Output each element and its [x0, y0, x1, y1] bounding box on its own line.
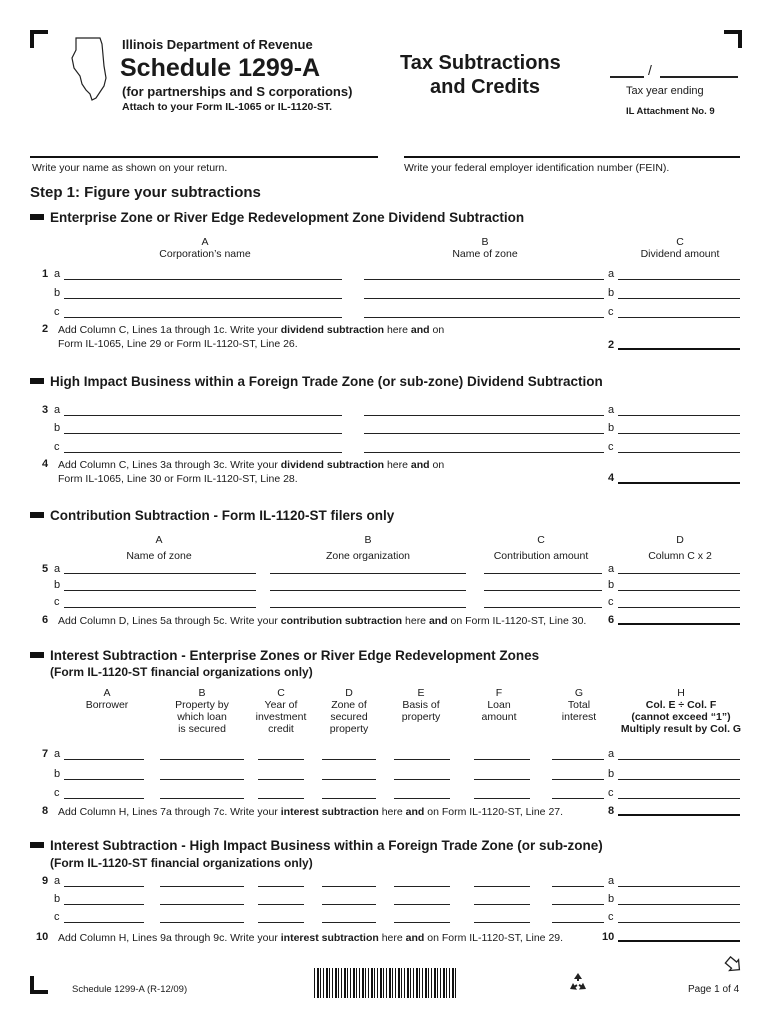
row-letter: a — [608, 268, 615, 280]
line-2-total-input[interactable] — [618, 348, 740, 350]
fein-field[interactable] — [404, 156, 740, 158]
row-letter: c — [54, 441, 60, 453]
line-8-instructions: Add Column H, Lines 7a through 7c. Write your interest subtraction here and on Form IL-1120-ST, Line 27. — [58, 806, 564, 818]
line-3c-name-input[interactable] — [64, 452, 342, 453]
section-note: (Form IL-1120-ST financial organizations only) — [50, 665, 313, 679]
page-forward-arrow-icon[interactable] — [722, 956, 742, 976]
line-9c-property-input[interactable] — [160, 922, 244, 923]
col-c-header: C Dividend amount — [640, 236, 720, 260]
col-a-header: A Borrower — [85, 687, 129, 711]
row-letter: a — [54, 748, 61, 760]
line-6-total-input[interactable] — [618, 623, 740, 625]
line-5b-result-input[interactable] — [618, 590, 740, 591]
line-7b-loan-input[interactable] — [474, 779, 530, 780]
line-5b-org-input[interactable] — [270, 590, 466, 591]
section-note: (Form IL-1120-ST financial organizations only) — [50, 856, 313, 870]
line-9b-interest-input[interactable] — [552, 904, 604, 905]
line-7b-zone-input[interactable] — [322, 779, 376, 780]
row-letter: c — [54, 596, 60, 608]
line-6-instructions: Add Column D, Lines 5a through 5c. Write your contribution subtraction here and on Form IL-1120-ST, Line 30. — [58, 615, 587, 627]
line-2-instructions: Add Column C, Lines 1a through 1c. Write your dividend subtraction here and on — [58, 324, 445, 336]
line-5a-org-input[interactable] — [270, 573, 466, 574]
line-5b-zone-input[interactable] — [64, 590, 256, 591]
line-5a-amount-input[interactable] — [484, 573, 602, 574]
section-interest-high-impact — [30, 838, 603, 853]
line-9b-loan-input[interactable] — [474, 904, 530, 905]
row-letter: a — [608, 404, 615, 416]
line-3b-amount-input[interactable] — [618, 433, 740, 434]
col-c-header: C Contribution amount — [493, 534, 589, 562]
line-number: 6 — [42, 614, 49, 626]
line-9c-interest-input[interactable] — [552, 922, 604, 923]
col-f-header: F Loan amount — [481, 687, 517, 723]
line-5c-result-input[interactable] — [618, 607, 740, 608]
line-9a-result-input[interactable] — [618, 886, 740, 887]
fein-field-label: Write your federal employer identification number (FEIN). — [404, 162, 670, 174]
row-letter: b — [54, 422, 61, 434]
corner-mark-bottom-left-v — [30, 976, 34, 994]
line-2-instructions-cont: Form IL-1065, Line 29 or Form IL-1120-ST, Line 26. — [58, 338, 298, 350]
line-3c-zone-input[interactable] — [364, 452, 604, 453]
illinois-map-icon — [70, 36, 114, 102]
line-8-total-input[interactable] — [618, 814, 740, 816]
line-9a-zone-input[interactable] — [322, 886, 376, 887]
line-7a-interest-input[interactable] — [552, 759, 604, 760]
section-contribution-subtraction — [30, 508, 394, 523]
line-4-total-input[interactable] — [618, 482, 740, 484]
line-9b-basis-input[interactable] — [394, 904, 450, 905]
row-letter: a — [54, 404, 61, 416]
line-number: 1 — [42, 268, 49, 280]
row-letter: a — [54, 268, 61, 280]
line-9c-year-input[interactable] — [258, 922, 304, 923]
line-number: 6 — [608, 614, 615, 626]
line-7a-result-input[interactable] — [618, 759, 740, 760]
line-9c-zone-input[interactable] — [322, 922, 376, 923]
row-letter: b — [54, 893, 61, 905]
line-5c-zone-input[interactable] — [64, 607, 256, 608]
line-7c-property-input[interactable] — [160, 798, 244, 799]
row-letter: b — [54, 768, 61, 780]
row-letter: a — [608, 563, 615, 575]
schedule-subtitle: (for partnerships and S corporations) — [122, 84, 353, 99]
row-letter: b — [608, 287, 615, 299]
row-letter: c — [54, 306, 60, 318]
tax-year-year-field[interactable] — [660, 76, 738, 78]
line-1b-name-input[interactable] — [64, 298, 342, 299]
form-title-line2: and Credits — [430, 76, 541, 98]
line-7c-borrower-input[interactable] — [64, 798, 144, 799]
line-1c-name-input[interactable] — [64, 317, 342, 318]
line-number: 10 — [602, 931, 615, 943]
line-3a-amount-input[interactable] — [618, 415, 740, 416]
row-letter: c — [54, 911, 60, 923]
row-letter: a — [608, 748, 615, 760]
tax-year-month-field[interactable] — [610, 76, 644, 78]
attach-instructions: Attach to your Form IL-1065 or IL-1120-ST. — [122, 101, 333, 113]
barcode — [314, 968, 456, 998]
line-10-total-input[interactable] — [618, 940, 740, 942]
line-7b-year-input[interactable] — [258, 779, 304, 780]
attachment-number: IL Attachment No. 9 — [626, 106, 715, 117]
line-5b-amount-input[interactable] — [484, 590, 602, 591]
line-9b-zone-input[interactable] — [322, 904, 376, 905]
line-9c-loan-input[interactable] — [474, 922, 530, 923]
line-7c-interest-input[interactable] — [552, 798, 604, 799]
schedule-title: Schedule 1299-A — [120, 54, 321, 82]
line-3c-amount-input[interactable] — [618, 452, 740, 453]
line-7b-borrower-input[interactable] — [64, 779, 144, 780]
line-7c-loan-input[interactable] — [474, 798, 530, 799]
line-7c-zone-input[interactable] — [322, 798, 376, 799]
line-9c-result-input[interactable] — [618, 922, 740, 923]
line-7a-loan-input[interactable] — [474, 759, 530, 760]
line-9a-property-input[interactable] — [160, 886, 244, 887]
line-number: 8 — [42, 805, 49, 817]
row-letter: c — [608, 787, 614, 799]
row-letter: b — [608, 768, 615, 780]
section-title: Enterprise Zone or River Edge Redevelopment Zone Dividend Subtraction — [50, 210, 525, 225]
section-high-impact-dividend — [30, 374, 603, 389]
line-number: 4 — [608, 472, 615, 484]
row-letter: a — [54, 563, 61, 575]
col-e-header: E Basis of property — [401, 687, 441, 723]
section-title: Interest Subtraction - Enterprise Zones or River Edge Redevelopment Zones — [50, 648, 540, 663]
line-7b-interest-input[interactable] — [552, 779, 604, 780]
section-enterprise-zone-dividend — [30, 210, 524, 225]
line-9b-result-input[interactable] — [618, 904, 740, 905]
line-4-instructions: Add Column C, Lines 3a through 3c. Write your dividend subtraction here and on — [58, 459, 445, 471]
line-9b-property-input[interactable] — [160, 904, 244, 905]
row-letter: b — [54, 579, 61, 591]
line-number: 7 — [42, 748, 49, 760]
tax-year-slash: / — [648, 62, 652, 78]
section-title: Contribution Subtraction - Form IL-1120-ST filers only — [50, 508, 395, 523]
line-7a-basis-input[interactable] — [394, 759, 450, 760]
line-3a-name-input[interactable] — [64, 415, 342, 416]
line-9c-borrower-input[interactable] — [64, 922, 144, 923]
line-7b-property-input[interactable] — [160, 779, 244, 780]
corner-mark-top-left-v — [30, 30, 34, 48]
col-b-header: B Name of zone — [452, 236, 518, 260]
section-title: High Impact Business within a Foreign Trade Zone (or sub-zone) Dividend Subtraction — [50, 374, 603, 389]
row-letter: c — [54, 787, 60, 799]
line-10-instructions: Add Column H, Lines 9a through 9c. Write your interest subtraction here and on Form IL-1120-ST, Line 29. — [58, 932, 564, 944]
form-title-line1: Tax Subtractions — [400, 52, 561, 74]
line-7c-result-input[interactable] — [618, 798, 740, 799]
name-field[interactable] — [30, 156, 378, 158]
col-a-header: A Name of zone — [126, 534, 192, 562]
line-number: 4 — [42, 458, 49, 470]
col-d-header: D Zone of secured property — [329, 687, 369, 735]
corner-mark-top-right-v — [738, 30, 742, 48]
line-9a-basis-input[interactable] — [394, 886, 450, 887]
line-number: 8 — [608, 805, 615, 817]
line-9b-year-input[interactable] — [258, 904, 304, 905]
form-id: Schedule 1299-A (R-12/09) — [72, 984, 188, 995]
section-title: Interest Subtraction - High Impact Business within a Foreign Trade Zone (or sub-zone) — [50, 838, 603, 853]
line-9a-interest-input[interactable] — [552, 886, 604, 887]
section-interest-enterprise-zone — [30, 648, 539, 663]
department-name: Illinois Department of Revenue — [122, 37, 313, 52]
line-number: 3 — [42, 404, 49, 416]
line-number: 2 — [42, 323, 49, 335]
row-letter: a — [54, 875, 61, 887]
col-b-header: B Zone organization — [325, 534, 411, 562]
col-a-header: A Corporation’s name — [159, 236, 251, 260]
col-g-header: G Total interest — [561, 687, 597, 723]
line-1b-zone-input[interactable] — [364, 298, 604, 299]
line-3a-zone-input[interactable] — [364, 415, 604, 416]
row-letter: b — [608, 893, 615, 905]
line-9a-borrower-input[interactable] — [64, 886, 144, 887]
line-3b-zone-input[interactable] — [364, 433, 604, 434]
line-9c-basis-input[interactable] — [394, 922, 450, 923]
line-5c-org-input[interactable] — [270, 607, 466, 608]
row-letter: b — [608, 422, 615, 434]
row-letter: b — [54, 287, 61, 299]
line-4-instructions-cont: Form IL-1065, Line 30 or Form IL-1120-ST, Line 28. — [58, 473, 298, 485]
line-1b-amount-input[interactable] — [618, 298, 740, 299]
col-c-header: C Year of investment credit — [255, 687, 307, 735]
line-7c-year-input[interactable] — [258, 798, 304, 799]
col-h-header: H Col. E ÷ Col. F (cannot exceed “1”) Multiply result by Col. G — [620, 687, 742, 735]
col-b-header: B Property by which loan is secured — [175, 687, 229, 735]
recycle-icon — [566, 970, 590, 994]
col-d-header: D Column C x 2 — [648, 534, 712, 562]
row-letter: c — [608, 911, 614, 923]
line-7b-basis-input[interactable] — [394, 779, 450, 780]
line-1a-name-input[interactable] — [64, 279, 342, 280]
line-5a-result-input[interactable] — [618, 573, 740, 574]
page-number: Page 1 of 4 — [688, 984, 740, 995]
line-number: 9 — [42, 875, 49, 887]
step1-title: Step 1: Figure your subtractions — [30, 184, 261, 201]
row-letter: a — [608, 875, 615, 887]
row-letter: c — [608, 306, 614, 318]
line-1c-amount-input[interactable] — [618, 317, 740, 318]
line-7a-borrower-input[interactable] — [64, 759, 144, 760]
line-1a-zone-input[interactable] — [364, 279, 604, 280]
line-9a-loan-input[interactable] — [474, 886, 530, 887]
row-letter: c — [608, 596, 614, 608]
line-number: 10 — [36, 931, 49, 943]
line-7a-property-input[interactable] — [160, 759, 244, 760]
line-7c-basis-input[interactable] — [394, 798, 450, 799]
name-field-label: Write your name as shown on your return. — [32, 162, 228, 174]
line-9b-borrower-input[interactable] — [64, 904, 144, 905]
line-7a-zone-input[interactable] — [322, 759, 376, 760]
line-5c-amount-input[interactable] — [484, 607, 602, 608]
line-5a-zone-input[interactable] — [64, 573, 256, 574]
line-number: 5 — [42, 563, 49, 575]
row-letter: b — [608, 579, 615, 591]
line-1a-amount-input[interactable] — [618, 279, 740, 280]
line-1c-zone-input[interactable] — [364, 317, 604, 318]
line-9a-year-input[interactable] — [258, 886, 304, 887]
line-3b-name-input[interactable] — [64, 433, 342, 434]
line-7b-result-input[interactable] — [618, 779, 740, 780]
tax-year-ending-label: Tax year ending — [626, 85, 704, 97]
row-letter: c — [608, 441, 614, 453]
line-7a-year-input[interactable] — [258, 759, 304, 760]
line-number: 2 — [608, 339, 615, 351]
